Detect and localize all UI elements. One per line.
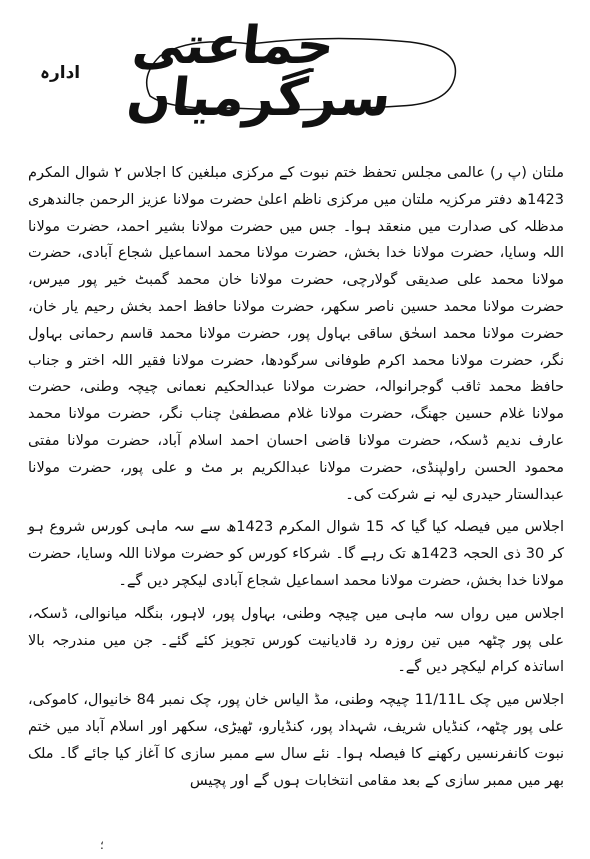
paragraph-conferences: اجلاس میں چک 11/11L چیچہ وطنی، مڈ الیاس خان پور، چک نمبر 84 خانیوال، کاموکی، علی پور چٹھہ، کنڈیاں شریف، شہداد پور، کنڈیارو، ٹھیڑی، سکھر اور اسلام آباد میں ختم نبوت کانفرنسیں رکھنے کا فیصلہ ہوا۔ نئے سال سے ممبر سازی کا آغاز کیا جائے گا۔ ملک بھر میں ممبر سازی کے بعد مقامی انتخابات ہوں گے اور پچیس [28, 692, 564, 789]
paragraph-short-courses: اجلاس میں رواں سہ ماہی میں چیچہ وطنی، بہاول پور، لاہور، بنگلہ میانوالی، ڈسکہ، علی پور چٹھہ میں تین روزہ رد قادیانیت کورس تجویز کئے گئے۔ جن میں مندرجہ بالا اساتذہ کرام لیکچر دیں گے۔ [28, 605, 564, 676]
section-label: ادارہ [40, 63, 81, 83]
article-body [28, 160, 564, 839]
title-banner [124, 16, 470, 128]
paragraph-course: اجلاس میں فیصلہ کیا گیا کہ 15 شوال المکرم 1423ھ سے سہ ماہی کورس شروع ہو کر 30 ذی الحجہ 1423ھ تک رہے گا۔ شرکاء کورس کو حضرت مولانا اللہ وسایا، حضرت مولانا خدا بخش، حضرت مولانا محمد اسماعیل شجاع آبادی لیکچر دیں گے۔ [28, 519, 565, 589]
paragraph-meeting: ملتان (پ ر) عالمی مجلس تحفظ ختم نبوت کے مرکزی مبلغین کا اجلاس ۲ شوال المکرم 1423ھ دفتر مرکزیہ ملتان میں مرکزی ناظم اعلیٰ حضرت مولانا عزیز الرحمن جالندھری مدظلہ کی صدارت میں منعقد ہوا۔ جس میں حضرت مولانا بشیر احمد، حضرت مولانا اللہ وسایا، حضرت مولانا خدا بخش، حضرت مولانا محمد اسماعیل شجاع آبادی، حضرت مولانا محمد علی صدیقی گولارچی، حضرت مولانا خان محمد گمبٹ خیر پور میرس، حضرت مولانا محمد حسین ناصر سکھر، حضرت مولانا حافظ احمد بخش رحیم یار خان، حضرت مولانا محمد اسحٰق ساقی بہاول پور، حضرت مولانا محمد قاسم رحمانی بہاول نگر، حضرت مولانا محمد اکرم طوفانی سرگودھا، حضرت مولانا فقیر اللہ اختر و جناب حافظ محمد ثاقب گوجرانوالہ، حضرت مولانا عبدالحکیم نعمانی چیچہ وطنی، حضرت مولانا غلام حسین جھنگ، حضرت مولانا غلام مصطفیٰ چناب نگر، حضرت مولانا محمد عارف ندیم ڈسکہ، حضرت مولانا قاضی احسان احمد اسلام آباد، حضرت مولانا مفتی محمود الحسن راولپنڈی، حضرت مولانا عبدالکریم بر مٹ و علی پور، حضرت مولانا عبدالستار حیدری لیہ نے شرکت کی۔ [28, 165, 564, 503]
page-header [0, 0, 590, 140]
banner-title: جماعتی سرگرمیاں [124, 16, 394, 128]
footer-mark: ؛ [100, 838, 104, 852]
